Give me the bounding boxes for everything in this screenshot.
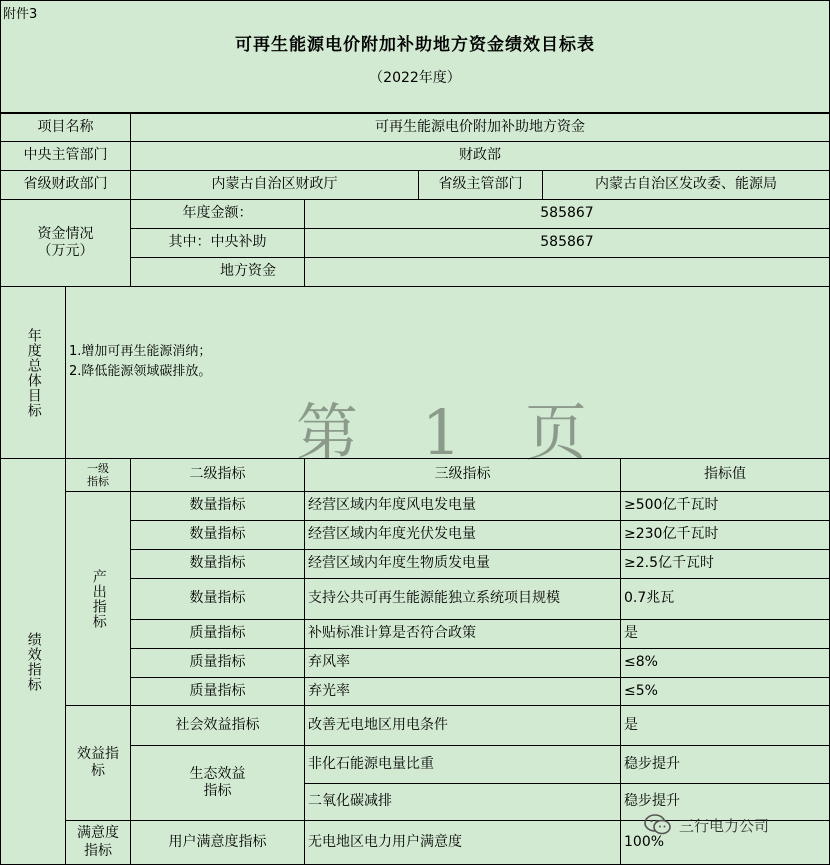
funds-annual-label: 年度金额： xyxy=(130,199,305,229)
row-level3: 改善无电地区用电条件 xyxy=(304,705,621,746)
row-level3: 经营区域内年度光伏发电量 xyxy=(304,520,621,550)
provincial-dept-value: 内蒙古自治区发改委、能源局 xyxy=(542,170,830,200)
header-level1: 一级 指标 xyxy=(65,458,131,492)
central-dept-label: 中央主管部门 xyxy=(0,141,131,171)
row-level2: 社会效益指标 xyxy=(130,705,305,746)
row-level3: 经营区域内年度风电发电量 xyxy=(304,491,621,521)
central-dept-value: 财政部 xyxy=(130,141,830,171)
funds-central-label: 其中：中央补助 xyxy=(130,228,305,258)
page-title: 可再生能源电价附加补助地方资金绩效目标表 xyxy=(235,35,595,55)
funds-local-label: 地方资金 xyxy=(130,257,305,287)
provincial-finance-label: 省级财政部门 xyxy=(0,170,131,200)
row-level2: 数量指标 xyxy=(130,520,305,550)
row-value: 是 xyxy=(620,705,830,746)
group-benefit: 效益指标 xyxy=(65,705,131,821)
row-value: 0.7兆瓦 xyxy=(620,578,830,620)
row-level2: 数量指标 xyxy=(130,578,305,620)
source-logo-text: 三行电力公司 xyxy=(679,816,770,835)
goal-line: 2.降低能源领域碳排放。 xyxy=(69,364,212,379)
funds-label: 资金情况 （万元） xyxy=(0,199,131,287)
goal-text xyxy=(69,342,211,382)
row-level3: 非化石能源电量比重 xyxy=(304,745,621,784)
row-value: ≥2.5亿千瓦时 xyxy=(620,549,830,579)
row-level3: 无电地区电力用户满意度 xyxy=(304,820,621,865)
header-level3: 三级指标 xyxy=(304,458,621,492)
row-value: 是 xyxy=(620,619,830,649)
row-level3: 二氧化碳减排 xyxy=(304,783,621,821)
row-value: 100% xyxy=(620,820,830,865)
funds-central-value: 585867 xyxy=(304,228,830,258)
header-value: 指标值 xyxy=(620,458,830,492)
group-satisfaction: 满意度 指标 xyxy=(65,820,131,865)
provincial-finance-value: 内蒙古自治区财政厅 xyxy=(130,170,419,200)
goal-line: 1.增加可再生能源消纳； xyxy=(69,344,212,359)
annex-label: 附件3 xyxy=(3,7,38,22)
row-level3: 弃风率 xyxy=(304,648,621,678)
row-level2: 质量指标 xyxy=(130,648,305,678)
row-level3: 支持公共可再生能源能独立系统项目规模 xyxy=(304,578,621,620)
project-value: 可再生能源电价附加补助地方资金 xyxy=(130,113,830,142)
row-level2: 数量指标 xyxy=(130,491,305,521)
perf-label: 绩效指标 xyxy=(0,458,66,865)
header-level2: 二级指标 xyxy=(130,458,305,492)
row-level3: 弃光率 xyxy=(304,677,621,706)
group-eco: 生态效益 指标 xyxy=(130,745,305,821)
row-level2: 数量指标 xyxy=(130,549,305,579)
row-value: ≤8% xyxy=(620,648,830,678)
page-watermark: 第 1 页 xyxy=(296,396,609,469)
row-level2: 质量指标 xyxy=(130,677,305,706)
row-level3: 补贴标准计算是否符合政策 xyxy=(304,619,621,649)
row-value: 稳步提升 xyxy=(620,745,830,784)
funds-local-value xyxy=(304,257,830,287)
row-value: ≥230亿千瓦时 xyxy=(620,520,830,550)
wechat-icon xyxy=(643,813,673,837)
project-label: 项目名称 xyxy=(0,113,131,142)
row-level3: 经营区域内年度生物质发电量 xyxy=(304,549,621,579)
row-value: ≤5% xyxy=(620,677,830,706)
funds-annual-value: 585867 xyxy=(304,199,830,229)
row-value: 稳步提升 xyxy=(620,783,830,821)
group-output: 产出指标 xyxy=(65,491,131,706)
goal-label: 年度总体目标 xyxy=(0,286,66,459)
page-subtitle: （2022年度） xyxy=(369,70,461,86)
row-value: ≥500亿千瓦时 xyxy=(620,491,830,521)
source-logo xyxy=(643,813,769,837)
header-block xyxy=(0,0,830,113)
row-level2: 用户满意度指标 xyxy=(130,820,305,865)
row-level2: 质量指标 xyxy=(130,619,305,649)
provincial-dept-label: 省级主管部门 xyxy=(418,170,543,200)
